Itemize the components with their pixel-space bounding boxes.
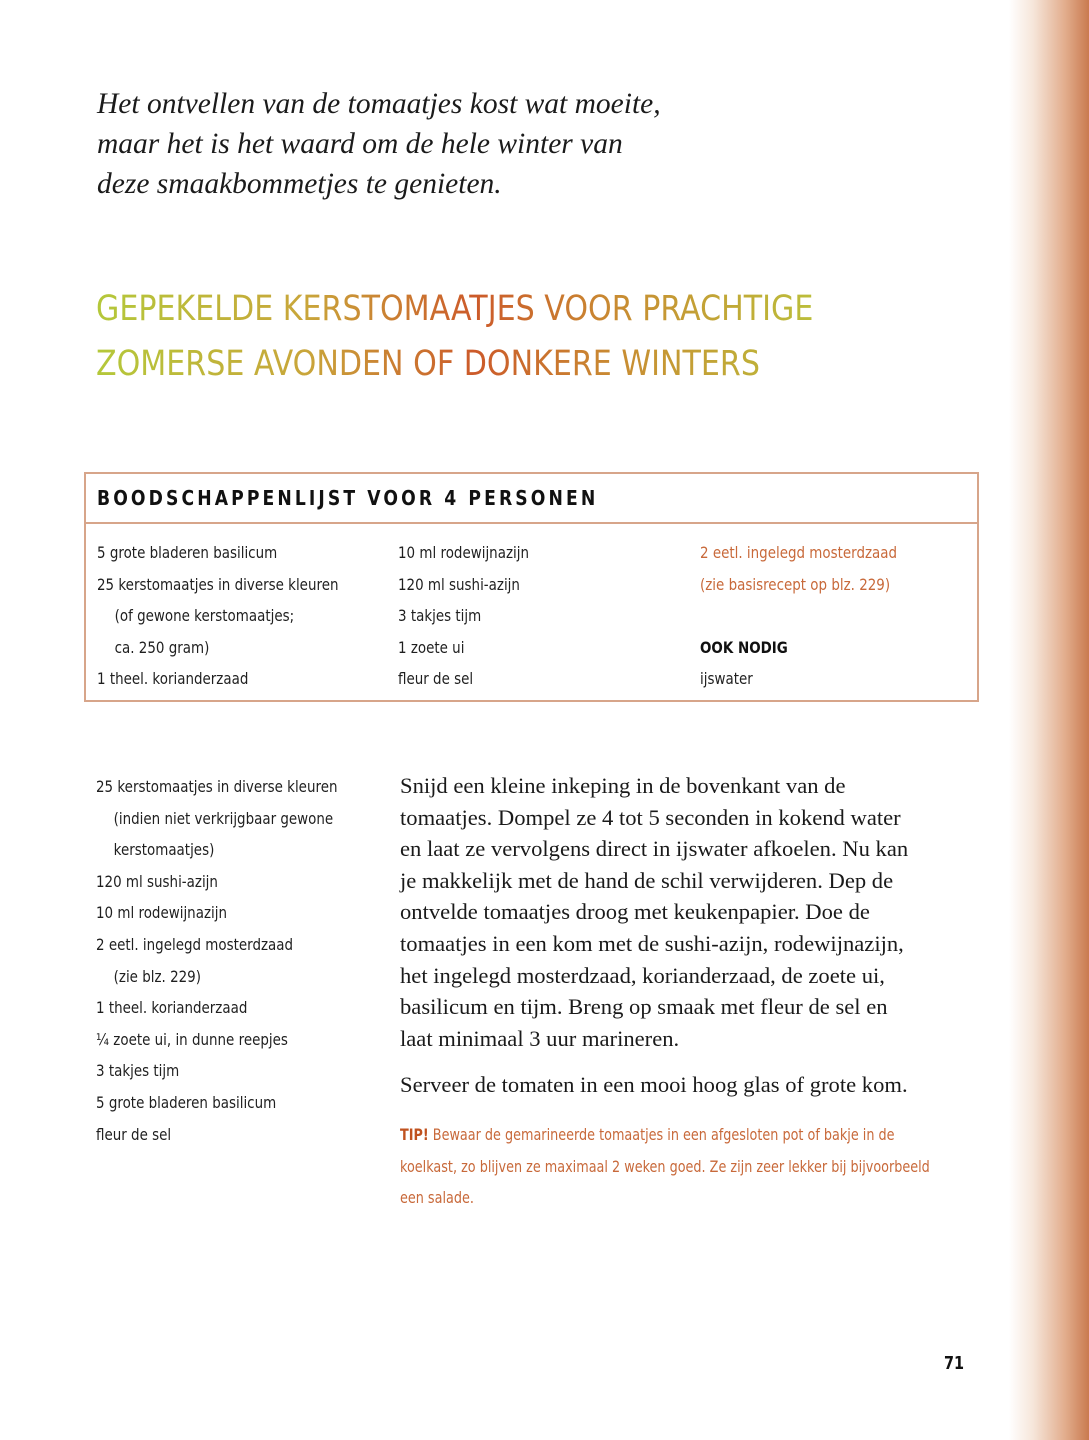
- ingredient-item: ¼ zoete ui, in dunne reepjes: [96, 1029, 288, 1049]
- method-line: en laat ze vervolgens direct in ijswater afkoelen. Nu kan: [400, 836, 909, 862]
- method-line: het ingelegd mosterdzaad, korianderzaad, de zoete ui,: [400, 962, 885, 988]
- also-needed-heading: OOK NODIG: [700, 637, 788, 657]
- method-line: Snijd een kleine inkeping in de bovenkant van de: [400, 773, 846, 798]
- list-item: ca. 250 gram): [114, 637, 210, 657]
- list-item: (of gewone kerstomaatjes;: [114, 606, 295, 626]
- title-line: GEPEKELDE KERSTOMAATJES VOOR PRACHTIGE: [96, 289, 814, 329]
- tip-label: TIP!: [400, 1125, 429, 1144]
- shopping-list-column-2: [398, 537, 554, 695]
- list-item: 5 grote bladeren basilicum: [97, 543, 278, 562]
- page-number: 71: [944, 1353, 965, 1374]
- intro-line: maar het is het waard om de hele winter van: [97, 128, 623, 160]
- intro-line: Het ontvellen van de tomaatjes kost wat moeite,: [97, 88, 661, 120]
- list-item: 1 zoete ui: [398, 637, 465, 657]
- ingredient-item: (indien niet verkrijgbaar gewone: [113, 808, 334, 828]
- shopping-list-column-3: [700, 537, 935, 695]
- list-item: 1 theel. korianderzaad: [97, 669, 249, 689]
- method-text: [400, 770, 945, 1054]
- tip-line: een salade.: [400, 1188, 474, 1208]
- list-item: 3 takjes tijm: [398, 606, 482, 626]
- list-item: 25 kerstomaatjes in diverse kleuren: [97, 574, 339, 594]
- method-line: tomaatjes in een kom met de sushi-azijn, rodewijnazijn,: [400, 930, 904, 956]
- highlight-item: (zie basisrecept op blz. 229): [700, 574, 891, 594]
- ingredient-item: (zie blz. 229): [113, 966, 201, 986]
- method-line: basilicum en tijm. Breng op smaak met fleur de sel en: [400, 994, 888, 1020]
- tip-text: Bewaar de gemarineerde tomaatjes in een afgesloten pot of bakje in de: [428, 1125, 895, 1144]
- ingredient-item: 25 kerstomaatjes in diverse kleuren: [96, 777, 338, 796]
- intro-line: deze smaakbommetjes te genieten.: [97, 168, 502, 200]
- shopping-list-heading: BOODSCHAPPENLIJST VOOR 4 PERSONEN: [97, 486, 599, 510]
- ingredient-item: kerstomaatjes): [113, 840, 215, 860]
- tip-line: [400, 1119, 930, 1151]
- method-line: je makkelijk met de hand de schil verwijderen. Dep de: [400, 867, 894, 893]
- list-item: fleur de sel: [398, 669, 474, 689]
- ingredient-item: 2 eetl. ingelegd mosterdzaad: [96, 934, 294, 954]
- serving-suggestion: Serveer de tomaten in een mooi hoog glas of grote kom.: [400, 1072, 908, 1097]
- highlight-item: 2 eetl. ingelegd mosterdzaad: [700, 543, 898, 562]
- page-edge-gradient: [1009, 0, 1089, 1440]
- title-line: ZOMERSE AVONDEN OF DONKERE WINTERS: [96, 344, 760, 384]
- list-item: 10 ml rodewijnazijn: [398, 543, 529, 562]
- ingredient-item: 120 ml sushi-azijn: [96, 871, 218, 891]
- tip-line: koelkast, zo blijven ze maximaal 2 weken goed. Ze zijn zeer lekker bij bijvoorbeeld: [400, 1156, 930, 1176]
- method-line: ontvelde tomaatjes droog met keukenpapier. Doe de: [400, 899, 870, 925]
- ingredient-item: 1 theel. korianderzaad: [96, 998, 248, 1018]
- ingredient-item: 10 ml rodewijnazijn: [96, 903, 227, 923]
- spacer: [700, 600, 897, 632]
- shopping-list-column-1: [97, 537, 384, 695]
- ingredient-item: fleur de sel: [96, 1124, 172, 1144]
- ingredient-item: 3 takjes tijm: [96, 1061, 180, 1081]
- ingredients-list: [96, 771, 383, 1150]
- ingredient-item: 5 grote bladeren basilicum: [96, 1092, 277, 1112]
- shopping-list-box: [84, 472, 979, 702]
- method-line: laat minimaal 3 uur marineren.: [400, 1025, 680, 1051]
- shopping-list-header: [86, 474, 977, 524]
- tip-box: [400, 1119, 1062, 1214]
- method-line: tomaatjes. Dompel ze 4 tot 5 seconden in kokend water: [400, 804, 901, 830]
- intro-quote: [97, 84, 717, 204]
- list-item: 120 ml sushi-azijn: [398, 574, 520, 594]
- list-item: ijswater: [700, 669, 753, 689]
- recipe-title: [96, 282, 853, 392]
